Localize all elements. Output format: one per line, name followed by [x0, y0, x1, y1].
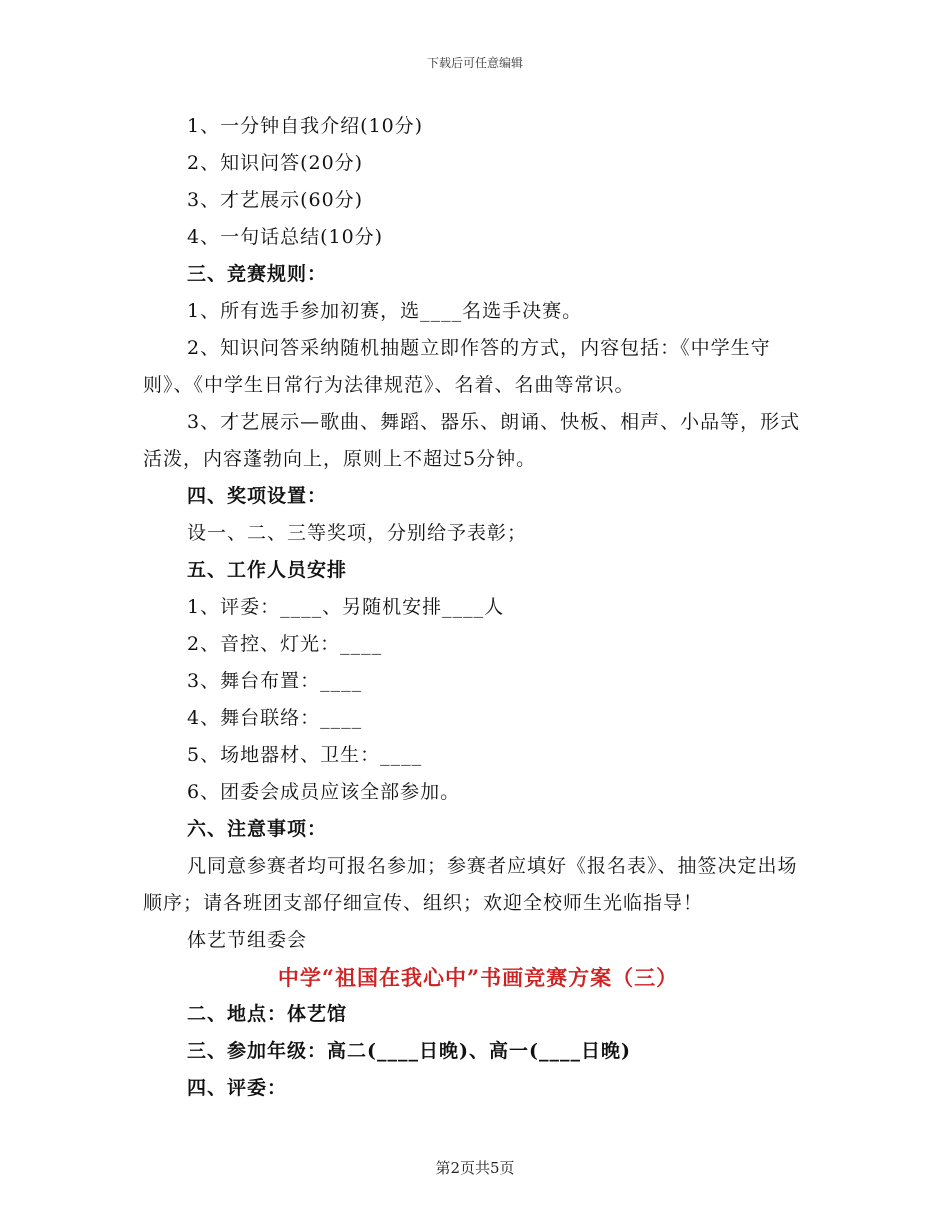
section-heading: 四、奖项设置：: [187, 485, 328, 507]
signature-line: 体艺节组委会: [187, 929, 308, 951]
document-body: [143, 108, 813, 1107]
page-header: 下载后可任意编辑: [426, 56, 523, 70]
paragraph: 5、场地器材、卫生：____: [187, 744, 423, 766]
paragraph: 凡同意参赛者均可报名参加；参赛者应填好《报名表》、抽签决定出场顺序；请各班团支部仔细宣传、组织；欢迎全校师生光临指导！: [143, 855, 798, 914]
paragraph: 4、一句话总结(10分): [187, 226, 384, 248]
section-heading: 二、地点：体艺馆: [187, 1003, 348, 1025]
section-heading: 三、竞赛规则：: [187, 263, 328, 285]
paragraph: 1、所有选手参加初赛，选____名选手决赛。: [187, 300, 583, 322]
paragraph-group-main: [143, 108, 813, 959]
paragraph: 3、舞台布置：____: [187, 670, 363, 692]
section-heading: 四、评委：: [187, 1077, 288, 1099]
section-heading: 三、参加年级：高二(____日晚)、高一(____日晚): [187, 1040, 631, 1062]
section-title: 中学“祖国在我心中”书画竞赛方案（三）: [277, 965, 679, 990]
paragraph: 2、知识问答采纳随机抽题立即作答的方式，内容包括：《中学生守则》、《中学生日常行为法律规范》、名着、名曲等常识。: [143, 337, 771, 396]
paragraph: 1、评委：____、另随机安排____人: [187, 596, 505, 618]
paragraph-group-after-title: [143, 996, 813, 1107]
paragraph: 6、团委会成员应该全部参加。: [187, 781, 461, 803]
section-heading: 五、工作人员安排: [187, 559, 348, 581]
paragraph: 3、才艺展示(60分): [187, 189, 364, 211]
paragraph: 2、音控、灯光：____: [187, 633, 383, 655]
paragraph: 2、知识问答(20分): [187, 152, 364, 174]
page-footer: 第2页共5页: [435, 1159, 515, 1177]
paragraph: 4、舞台联络：____: [187, 707, 363, 729]
paragraph: 1、一分钟自我介绍(10分): [187, 115, 424, 137]
paragraph: 3、才艺展示—歌曲、舞蹈、器乐、朗诵、快板、相声、小品等，形式活泼，内容蓬勃向上，原则上不超过5分钟。: [143, 411, 801, 470]
paragraph: 设一、二、三等奖项，分别给予表彰；: [187, 522, 528, 544]
section-heading: 六、注意事项：: [187, 818, 328, 840]
